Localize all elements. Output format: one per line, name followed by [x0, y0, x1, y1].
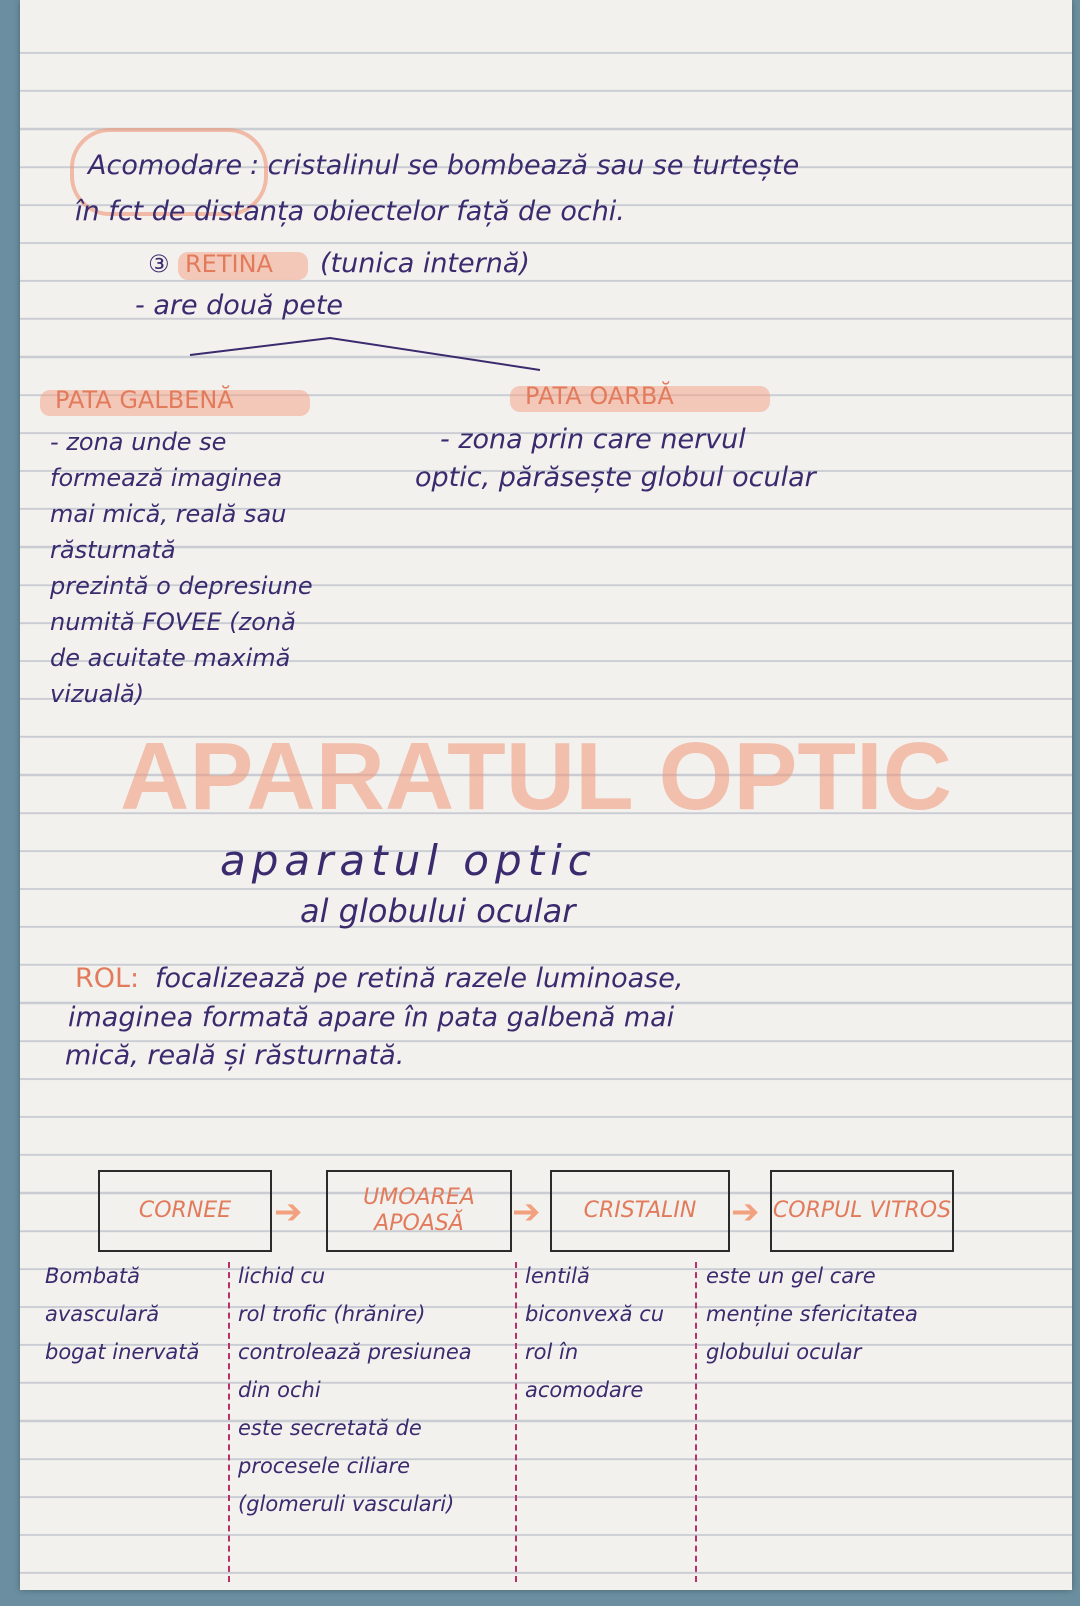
accommodation-text-1: : cristalinul se bombează sau se turtește: [250, 150, 800, 181]
yellow-spot-line: răsturnată: [50, 536, 176, 564]
column-divider: [228, 1262, 230, 1582]
flow-note-line: menține sfericitatea: [706, 1302, 918, 1326]
yellow-spot-line: numită FOVEE (zonă: [50, 608, 296, 636]
role-line-1: focalizează pe retină razele luminoase,: [155, 963, 684, 994]
column-divider: [515, 1262, 517, 1582]
role-line-3: mică, reală și răsturnată.: [65, 1040, 405, 1071]
role-line-2: imaginea formată apare în pata galbenă mai: [68, 1002, 675, 1033]
column-divider: [695, 1262, 697, 1582]
flow-box-cristalin: CRISTALIN: [550, 1170, 730, 1252]
flow-note-line: globului ocular: [706, 1340, 862, 1364]
flow-note-line: avasculară: [45, 1302, 160, 1326]
blind-spot-line-1: - zona prin care nervul: [440, 424, 746, 455]
blind-spot-line-2: optic, părăsește globul ocular: [415, 462, 816, 493]
section-title-script: aparatul optic: [220, 836, 597, 885]
accommodation-term: Acomodare: [88, 150, 243, 181]
retina-title: RETINA: [185, 250, 273, 278]
flow-note-line: bogat inervată: [45, 1340, 200, 1364]
flow-box-corpul-vitros: CORPUL VITROS: [770, 1170, 954, 1252]
section-title-big: APARATUL OPTIC: [120, 723, 952, 830]
flow-note-line: din ochi: [238, 1378, 321, 1402]
retina-note: - are două pete: [135, 290, 344, 321]
flow-box-cornee: CORNEE: [98, 1170, 272, 1252]
yellow-spot-line: de acuitate maximă: [50, 644, 291, 672]
arrow-right-icon: ➔: [731, 1192, 760, 1232]
yellow-spot-title: PATA GALBENĂ: [55, 386, 234, 414]
flow-note-line: este un gel care: [706, 1264, 876, 1288]
role-label: ROL:: [75, 963, 140, 994]
flow-note-line: procesele ciliare: [238, 1454, 411, 1478]
flow-note-line: lentilă: [525, 1264, 590, 1288]
flow-note-line: controlează presiunea: [238, 1340, 472, 1364]
arrow-right-icon: ➔: [274, 1192, 303, 1232]
flow-note-line: rol trofic (hrănire): [238, 1302, 426, 1326]
arrow-right-icon: ➔: [512, 1192, 541, 1232]
yellow-spot-line: mai mică, reală sau: [50, 500, 287, 528]
branch-lines: [180, 330, 560, 380]
flow-note-line: este secretată de: [238, 1416, 422, 1440]
flow-note-line: lichid cu: [238, 1264, 326, 1288]
flow-note-line: (glomeruli vasculari): [238, 1492, 455, 1516]
flow-note-line: Bombată: [45, 1264, 141, 1288]
yellow-spot-line: - zona unde se: [50, 428, 227, 456]
flow-box-umoarea-apoasa: UMOAREA APOASĂ: [326, 1170, 512, 1252]
yellow-spot-line: vizuală): [50, 680, 145, 708]
retina-subtitle: (tunica internă): [320, 248, 530, 279]
flow-note-line: acomodare: [525, 1378, 644, 1402]
flow-note-line: biconvexă cu: [525, 1302, 665, 1326]
yellow-spot-line: formează imaginea: [50, 464, 283, 492]
retina-number: ③: [148, 250, 170, 278]
blind-spot-title: PATA OARBĂ: [525, 382, 674, 410]
section-subtitle: al globului ocular: [300, 892, 576, 930]
accommodation-text-2: în fct de distanța obiectelor față de ochi.: [75, 196, 625, 227]
yellow-spot-line: prezintă o depresiune: [50, 572, 313, 600]
flow-note-line: rol în: [525, 1340, 579, 1364]
